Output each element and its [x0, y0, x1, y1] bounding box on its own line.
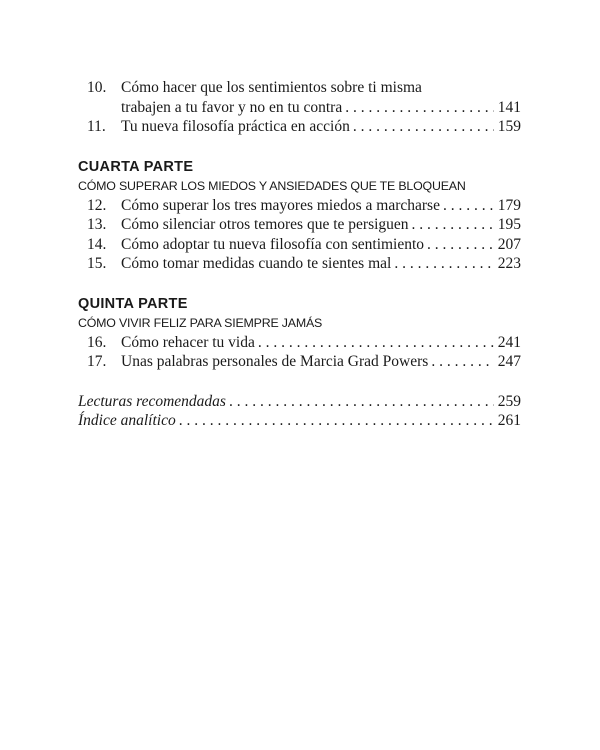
toc-entry-page: 247 [497, 353, 521, 370]
toc-entry-15 [78, 254, 521, 274]
toc-entry-page: 159 [497, 118, 521, 135]
dot-leader [427, 235, 494, 255]
toc-entry-title: Cómo silenciar otros temores que te persiguen [121, 216, 409, 233]
toc-entry-title: Cómo tomar medidas cuando te sientes mal [121, 255, 392, 272]
toc-entry-page: 223 [497, 255, 521, 272]
toc-entry-page: 141 [497, 98, 521, 116]
toc-entry-title: Tu nueva filosofía práctica en acción [121, 118, 350, 135]
dot-leader [229, 392, 494, 412]
toc-entry-title: Índice analítico [78, 412, 176, 429]
toc-entry-number: 11. [87, 118, 106, 135]
toc-entry-index [78, 411, 521, 431]
dot-leader [394, 254, 493, 274]
dot-leader [179, 411, 494, 431]
table-of-contents [78, 78, 521, 431]
toc-entry-12 [78, 196, 521, 216]
toc-entry-title: Lecturas recomendadas [78, 392, 226, 410]
toc-entry-title-continued: trabajen a tu favor y no en tu contra [121, 98, 343, 116]
toc-entry-number: 12. [87, 196, 107, 214]
toc-entry-page: 207 [497, 235, 521, 253]
dot-leader [412, 215, 494, 235]
toc-entry-16 [78, 333, 521, 353]
part-subtitle: CÓMO SUPERAR LOS MIEDOS Y ANSIEDADES QUE TE BLOQUEAN [78, 178, 466, 193]
dot-leader [431, 352, 493, 372]
dot-leader [345, 98, 494, 118]
toc-entry-10-continued [78, 98, 521, 118]
toc-entry-title: Cómo hacer que los sentimientos sobre ti misma [121, 79, 422, 96]
toc-entry-number: 13. [87, 216, 107, 233]
toc-entry-page: 259 [497, 392, 521, 410]
part-heading: CUARTA PARTE [78, 158, 194, 175]
toc-entry-page: 195 [497, 216, 521, 233]
toc-entry-title: Cómo rehacer tu vida [121, 333, 255, 351]
dot-leader [443, 196, 494, 216]
toc-entry-title: Cómo adoptar tu nueva filosofía con sentimiento [121, 235, 425, 253]
toc-entry-number: 16. [87, 333, 107, 351]
dot-leader [258, 333, 494, 353]
toc-entry-page: 261 [497, 412, 521, 429]
part-heading: QUINTA PARTE [78, 295, 188, 312]
part-subtitle: CÓMO VIVIR FELIZ PARA SIEMPRE JAMÁS [78, 315, 323, 330]
toc-entry-17 [78, 352, 521, 372]
toc-entry-number: 10. [87, 79, 107, 96]
toc-entry-page: 179 [497, 196, 521, 214]
toc-entry-number: 15. [87, 255, 107, 272]
toc-entry-number: 14. [87, 235, 107, 253]
toc-entry-11 [78, 117, 521, 137]
toc-entry-title: Cómo superar los tres mayores miedos a marcharse [121, 196, 440, 214]
toc-entry-recommended-reading [78, 392, 521, 412]
toc-entry-14 [78, 235, 521, 255]
toc-entry-number: 17. [87, 353, 107, 370]
toc-entry-title: Unas palabras personales de Marcia Grad Powers [121, 353, 429, 370]
toc-entry-13 [78, 215, 521, 235]
dot-leader [353, 117, 494, 137]
toc-entry-page: 241 [497, 333, 521, 351]
toc-entry-10 [78, 78, 521, 98]
